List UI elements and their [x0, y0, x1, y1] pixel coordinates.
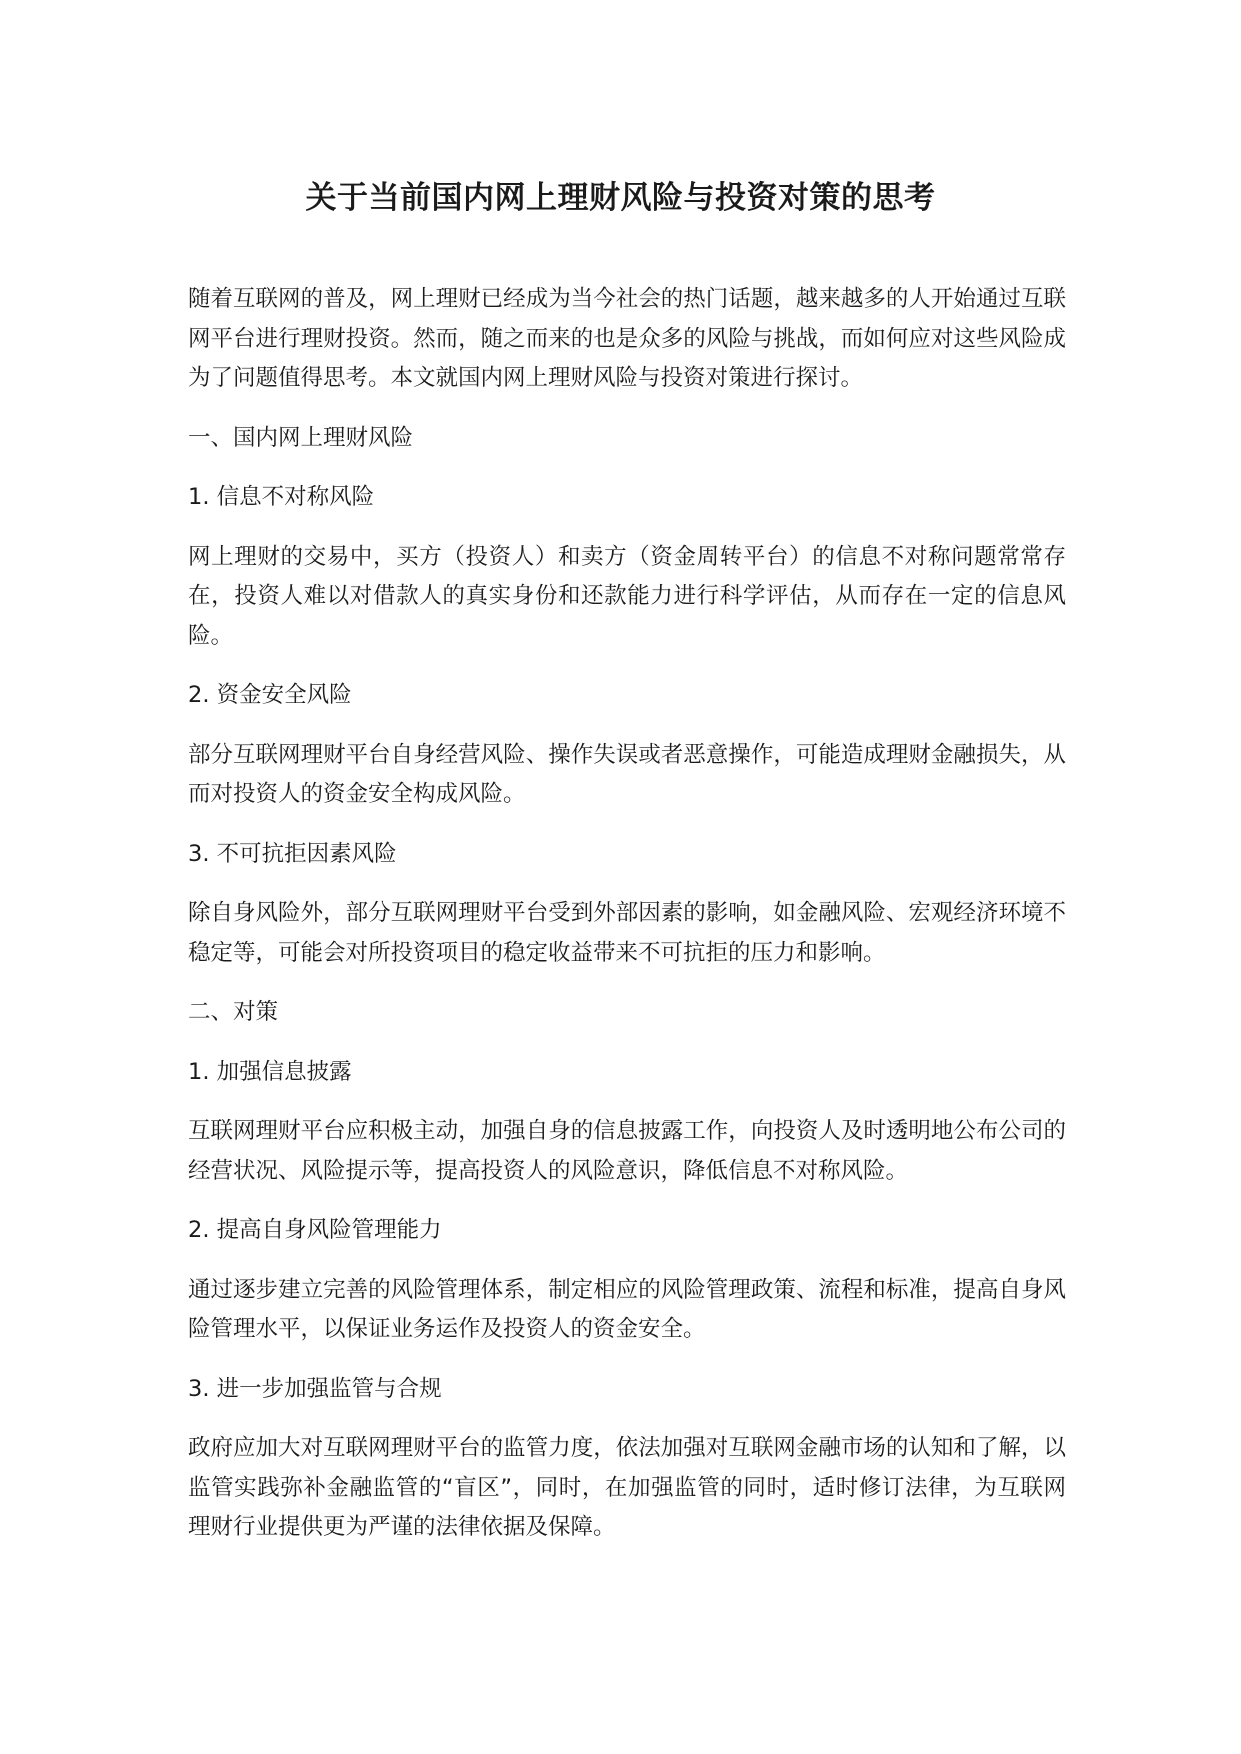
paragraph-info-asymmetry: 网上理财的交易中，买方（投资人）和卖方（资金周转平台）的信息不对称问题常常存在，投资人难以对借款人的真实身份和还款能力进行科学评估，从而存在一定的信息风险。 [188, 543, 1066, 649]
paragraph-force-majeure: 除自身风险外，部分互联网理财平台受到外部因素的影响，如金融风险、宏观经济环境不稳定等，可能会对所投资项目的稳定收益带来不可抗拒的压力和影响。 [188, 900, 1066, 966]
subheading-info-asymmetry: 1. 信息不对称风险 [188, 484, 375, 510]
paragraph-fund-safety: 部分互联网理财平台自身经营风险、操作失误或者恶意操作，可能造成理财金融损失，从而对投资人的资金安全构成风险。 [188, 741, 1066, 807]
section-heading-risks: 一、国内网上理财风险 [188, 424, 414, 451]
subheading-force-majeure: 3. 不可抗拒因素风险 [188, 840, 397, 867]
paragraph-disclosure: 互联网理财平台应积极主动，加强自身的信息披露工作，向投资人及时透明地公布公司的经营状况、风险提示等，提高投资人的风险意识，降低信息不对称风险。 [188, 1118, 1066, 1184]
subheading-disclosure: 1. 加强信息披露 [188, 1058, 352, 1085]
paragraph-regulation: 政府应加大对互联网理财平台的监管力度，依法加强对互联网金融市场的认知和了解，以监管实践弥补金融监管的“盲区”，同时，在加强监管的同时，适时修订法律，为互联网理财行业提供更为严谨的法律依据及保障。 [188, 1435, 1066, 1540]
subheading-regulation: 3. 进一步加强监管与合规 [188, 1375, 442, 1402]
subheading-risk-management: 2. 提高自身风险管理能力 [188, 1217, 442, 1243]
document-title: 关于当前国内网上理财风险与投资对策的思考 [305, 180, 936, 216]
document-body [188, 280, 1066, 1568]
paragraph-risk-management: 通过逐步建立完善的风险管理体系，制定相应的风险管理政策、流程和标准，提高自身风险管理水平，以保证业务运作及投资人的资金安全。 [188, 1276, 1066, 1342]
subheading-fund-safety: 2. 资金安全风险 [188, 682, 352, 708]
intro-paragraph: 随着互联网的普及，网上理财已经成为当今社会的热门话题，越来越多的人开始通过互联网平台进行理财投资。然而，随之而来的也是众多的风险与挑战，而如何应对这些风险成为了问题值得思考。本文就国内网上理财风险与投资对策进行探讨。 [188, 286, 1066, 391]
section-heading-countermeasures: 二、对策 [188, 999, 279, 1025]
